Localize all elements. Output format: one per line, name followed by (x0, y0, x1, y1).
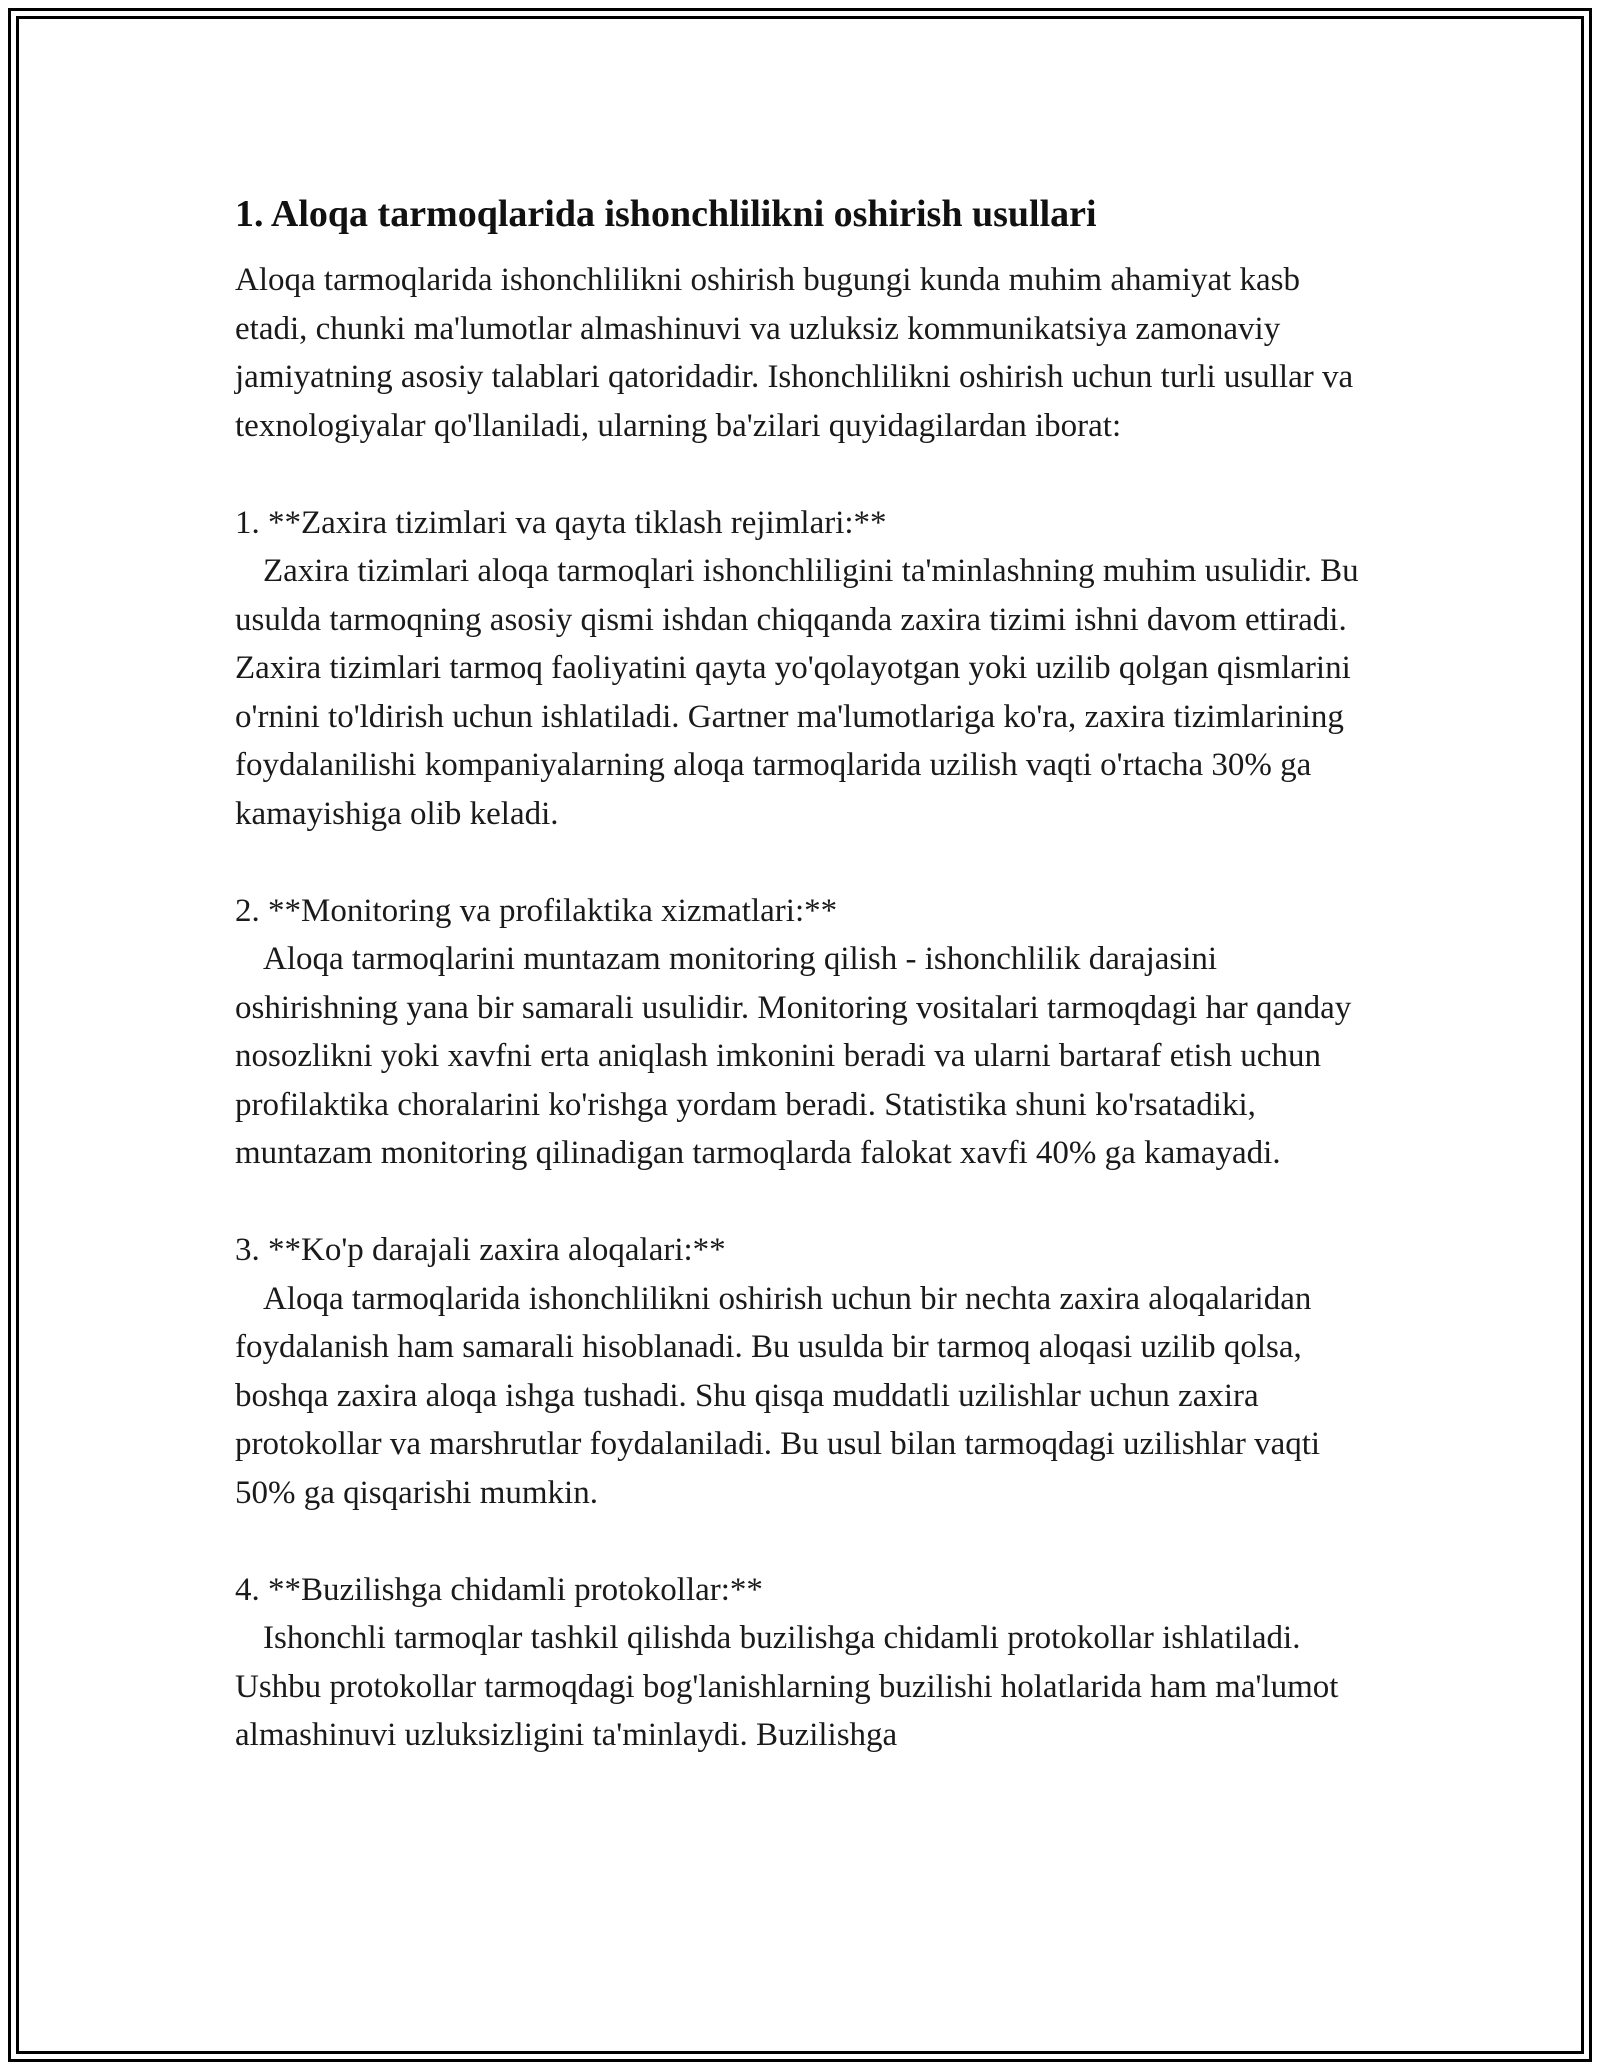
document-heading: 1. Aloqa tarmoqlarida ishonchlilikni oshirish usullari (235, 193, 1097, 235)
section-fault-tolerant-protocols (235, 1566, 1370, 1760)
intro-paragraph: Aloqa tarmoqlarida ishonchlilikni oshirish bugungi kunda muhim ahamiyat kasb etadi, chunki ma'lumotlar almashinuvi va uzluksiz kommunikatsiya zamonaviy jamiyatning asosiy talablari qatoridadir. Ishonchlilikni oshirish uchun turli usullar va texnologiyalar qo'llaniladi, ularning ba'zilari quyidagilardan iborat: (235, 262, 1354, 444)
section-title: 4. **Buzilishga chidamli protokollar:** (235, 1571, 763, 1608)
section-title: 2. **Monitoring va profilaktika xizmatlari:** (235, 892, 838, 929)
section-multilevel-backup (235, 1226, 1370, 1517)
section-monitoring (235, 887, 1370, 1178)
section-body: Aloqa tarmoqlarini muntazam monitoring qilish - ishonchlilik darajasini oshirishning yana bir samarali usulidir. Monitoring vositalari tarmoqdagi har qanday nosozlikni yoki xavfni erta aniqlash imkonini beradi va ularni bartaraf etish uchun profilaktika choralarini ko'rishga yordam beradi. Statistika shuni ko'rsatadiki, muntazam monitoring qilinadigan tarmoqlarda falokat xavfi 40% ga kamayadi. (235, 941, 1352, 1171)
document-content (235, 186, 1370, 1808)
section-body: Aloqa tarmoqlarida ishonchlilikni oshirish uchun bir nechta zaxira aloqalaridan foydalanish ham samarali hisoblanadi. Bu usulda bir tarmoq aloqasi uzilib qolsa, boshqa zaxira aloqa ishga tushadi. Shu qisqa muddatli uzilishlar uchun zaxira protokollar va marshrutlar foydalaniladi. Bu usul bilan tarmoqdagi uzilishlar vaqti 50% ga qisqarishi mumkin. (235, 1280, 1321, 1511)
section-title: 3. **Ko'p darajali zaxira aloqalari:** (235, 1232, 726, 1268)
section-body: Zaxira tizimlari aloqa tarmoqlari ishonchliligini ta'minlashning muhim usulidir. Bu usulda tarmoqning asosiy qismi ishdan chiqqanda zaxira tizimi ishni davom ettiradi. Zaxira tizimlari tarmoq faoliyatini qayta yo'qolayotgan yoki uzilib qolgan qismlarini o'rnini to'ldirish uchun ishlatiladi. Gartner ma'lumotlariga ko'ra, zaxira tizimlarining foydalanilishi kompaniyalarning aloqa tarmoqlarida uzilish vaqti o'rtacha 30% ga kamayishiga olib keladi. (235, 553, 1359, 832)
section-body: Ishonchli tarmoqlar tashkil qilishda buzilishga chidamli protokollar ishlatiladi. Ushbu protokollar tarmoqdagi bog'lanishlarning buzilishi holatlarida ham ma'lumot almashinuvi uzluksizligini ta'minlaydi. Buzilishga (235, 1620, 1339, 1753)
section-title: 1. **Zaxira tizimlari va qayta tiklash rejimlari:** (235, 504, 887, 541)
section-backup-systems (235, 499, 1370, 839)
